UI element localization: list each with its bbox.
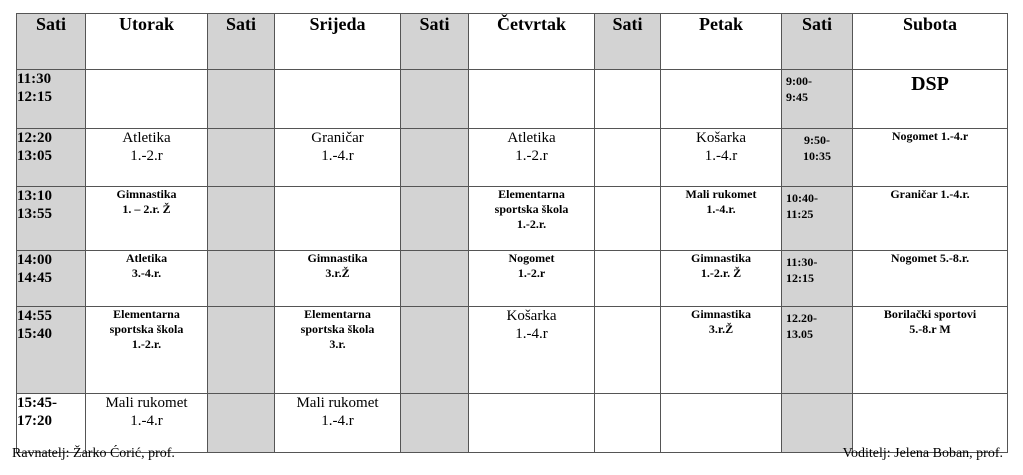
sati-spacer [401, 307, 469, 394]
activity-cell-petak [661, 70, 782, 129]
sati-spacer [208, 307, 275, 394]
activity-cell-cetvrtak: Atletika 1.-2.r [469, 129, 595, 187]
table-row [17, 307, 1008, 394]
activity-cell-cetvrtak [469, 70, 595, 129]
header-cetvrtak: Četvrtak [469, 14, 595, 70]
header-petak: Petak [661, 14, 782, 70]
header-row [17, 14, 1008, 70]
sati-spacer [208, 129, 275, 187]
activity-cell-subota: Nogomet 1.-4.r [853, 129, 1008, 187]
header-subota: Subota [853, 14, 1008, 70]
time-cell-subota: 12.20- 13.05 [782, 307, 853, 394]
principal-signature: Ravnatelj: Žarko Ćorić, prof. [12, 446, 175, 461]
activity-cell-subota: Graničar 1.-4.r. [853, 187, 1008, 251]
table-row [17, 70, 1008, 129]
sati-spacer [208, 251, 275, 307]
time-cell: 11:30 12:15 [17, 70, 86, 129]
activity-cell-subota: Borilački sportovi 5.-8.r M [853, 307, 1008, 394]
activity-cell-petak: Gimnastika 1.-2.r. Ž [661, 251, 782, 307]
time-cell: 13:10 13:55 [17, 187, 86, 251]
activity-cell-petak [661, 394, 782, 453]
sati-spacer [208, 394, 275, 453]
leader-signature: Voditelj: Jelena Boban, prof. [842, 446, 1003, 461]
time-cell-subota [782, 394, 853, 453]
activity-cell-utorak: Elementarna sportska škola 1.-2.r. [86, 307, 208, 394]
sati-spacer [595, 129, 661, 187]
activity-cell-utorak: Gimnastika 1. – 2.r. Ž [86, 187, 208, 251]
activity-cell-utorak: Mali rukomet 1.-4.r [86, 394, 208, 453]
header-sati: Sati [595, 14, 661, 70]
activity-cell-subota: Nogomet 5.-8.r. [853, 251, 1008, 307]
activity-cell-cetvrtak [469, 394, 595, 453]
activity-cell-srijeda: Graničar 1.-4.r [275, 129, 401, 187]
activity-cell-petak: Mali rukomet 1.-4.r. [661, 187, 782, 251]
activity-cell-utorak: Atletika 1.-2.r [86, 129, 208, 187]
header-sati: Sati [782, 14, 853, 70]
header-sati: Sati [17, 14, 86, 70]
sati-spacer [401, 187, 469, 251]
table-row [17, 187, 1008, 251]
time-cell-subota: 9:50- 10:35 [782, 129, 853, 187]
table-row [17, 129, 1008, 187]
table-row [17, 394, 1008, 453]
header-sati: Sati [401, 14, 469, 70]
sati-spacer [595, 251, 661, 307]
sati-spacer [595, 187, 661, 251]
time-cell: 12:20 13:05 [17, 129, 86, 187]
header-utorak: Utorak [86, 14, 208, 70]
time-cell-subota: 11:30- 12:15 [782, 251, 853, 307]
activity-cell-cetvrtak: Nogomet 1.-2.r [469, 251, 595, 307]
schedule-table [16, 13, 1008, 453]
activity-cell-srijeda: Elementarna sportska škola 3.r. [275, 307, 401, 394]
sati-spacer [401, 251, 469, 307]
activity-cell-petak: Košarka 1.-4.r [661, 129, 782, 187]
activity-cell-utorak: Atletika 3.-4.r. [86, 251, 208, 307]
table-row [17, 251, 1008, 307]
header-srijeda: Srijeda [275, 14, 401, 70]
time-cell-subota: 10:40- 11:25 [782, 187, 853, 251]
activity-cell-utorak [86, 70, 208, 129]
sati-spacer [401, 394, 469, 453]
sati-spacer [401, 129, 469, 187]
activity-cell-petak: Gimnastika 3.r.Ž [661, 307, 782, 394]
sati-spacer [401, 70, 469, 129]
sati-spacer [208, 70, 275, 129]
sati-spacer [595, 307, 661, 394]
sati-spacer [595, 394, 661, 453]
header-sati: Sati [208, 14, 275, 70]
sati-spacer [208, 187, 275, 251]
time-cell-subota: 9:00- 9:45 [782, 70, 853, 129]
activity-cell-srijeda [275, 70, 401, 129]
time-cell: 14:55 15:40 [17, 307, 86, 394]
activity-cell-cetvrtak: Košarka 1.-4.r [469, 307, 595, 394]
activity-cell-srijeda: Mali rukomet 1.-4.r [275, 394, 401, 453]
time-cell: 14:00 14:45 [17, 251, 86, 307]
activity-cell-srijeda: Gimnastika 3.r.Ž [275, 251, 401, 307]
sati-spacer [595, 70, 661, 129]
activity-cell-srijeda [275, 187, 401, 251]
time-cell: 15:45- 17:20 [17, 394, 86, 453]
activity-cell-subota: DSP [853, 70, 1008, 129]
activity-cell-cetvrtak: Elementarna sportska škola 1.-2.r. [469, 187, 595, 251]
activity-cell-subota [853, 394, 1008, 453]
